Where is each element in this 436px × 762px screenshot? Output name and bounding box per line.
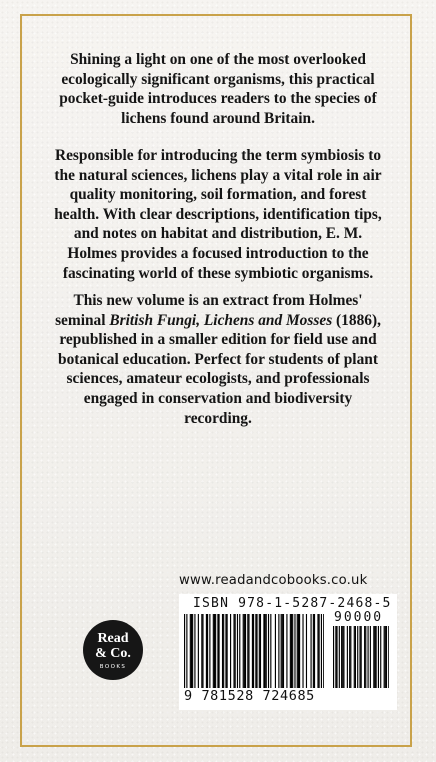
blurb-paragraph-1: Shining a light on one of the most overlooked ecologically significant organisms, this practical pocket-guide introduces readers to the species of lichens found around Britain. <box>59 51 377 127</box>
blurb-paragraph-3-rest: (1886), republished in a smaller edition for field use and botanical education. Perfect for students of plant sciences, amateur ecologists, and professionals engaged in conservation and biodiversity recording. <box>58 311 381 427</box>
barcode-bar <box>341 626 342 688</box>
price-addon-digits: 90000 <box>334 610 384 625</box>
barcode-bar <box>263 614 264 688</box>
barcode-bar <box>252 614 253 688</box>
barcode-bar <box>376 626 377 688</box>
barcode-bar <box>365 626 366 688</box>
barcode-bar <box>283 614 284 688</box>
barcode-bar <box>244 614 245 688</box>
barcode-bar <box>291 614 292 688</box>
barcode-bar <box>388 626 389 688</box>
barcode-bar <box>311 614 312 688</box>
barcode-bar <box>292 614 293 688</box>
barcode-bar <box>306 614 307 688</box>
barcode-bar <box>192 614 193 688</box>
barcode-bar <box>282 614 283 688</box>
barcode-bar <box>233 614 234 688</box>
barcode-bar <box>321 614 322 688</box>
barcode-digits: 9 781528 724685 <box>184 688 315 704</box>
barcode-bar <box>335 626 336 688</box>
book-title-italic: British Fungi, Lichens and Mosses <box>109 311 333 329</box>
barcode-bar <box>302 614 303 688</box>
barcode-bar <box>361 626 362 688</box>
barcode-bar <box>245 614 246 688</box>
barcode-bar <box>248 614 249 688</box>
barcode-bar <box>354 626 355 688</box>
logo-text-books: BOOKS <box>99 664 127 670</box>
logo-text-read: Read <box>97 631 129 646</box>
barcode-bar <box>206 614 207 688</box>
barcode-bar <box>355 626 356 688</box>
barcode-bar <box>256 614 257 688</box>
logo-text-co: & Co. <box>95 646 131 661</box>
barcode-bar <box>222 614 223 688</box>
barcode-bar <box>323 614 324 688</box>
barcode-bar <box>314 614 315 688</box>
barcode-bar <box>373 626 374 688</box>
barcode-bar <box>317 614 318 688</box>
barcode-bar <box>359 626 360 688</box>
barcode-bar <box>286 614 287 688</box>
barcode-bar <box>313 614 314 688</box>
barcode-bar <box>347 626 348 688</box>
barcode-bar <box>385 626 386 688</box>
barcode-bar <box>342 626 343 688</box>
barcode-bar <box>255 614 256 688</box>
barcode-bar <box>247 614 248 688</box>
barcode-bar <box>186 614 187 688</box>
barcode-bar <box>357 626 358 688</box>
barcode-bar <box>230 614 231 688</box>
barcode-bar <box>202 614 203 688</box>
barcode-bar <box>299 614 300 688</box>
barcode-bar <box>201 614 202 688</box>
barcode-bar <box>290 614 291 688</box>
barcode-bar <box>243 614 244 688</box>
barcode-bar <box>350 626 351 688</box>
barcode-bar <box>374 626 375 688</box>
barcode-bar <box>278 614 279 688</box>
barcode-bar <box>198 614 199 688</box>
barcode-bar <box>349 626 350 688</box>
barcode-bar <box>268 614 269 688</box>
read-and-co-logo <box>83 620 143 680</box>
barcode-bar <box>378 626 379 688</box>
barcode-bar <box>370 626 371 688</box>
barcode-bar <box>336 626 337 688</box>
barcode-bar <box>209 614 210 688</box>
barcode-bar <box>213 614 214 688</box>
barcode-bar <box>190 614 191 688</box>
barcode-bar <box>343 626 344 688</box>
barcode-bar <box>364 626 365 688</box>
barcode-bar <box>214 614 215 688</box>
barcode-bar <box>265 614 266 688</box>
barcode-bar <box>386 626 387 688</box>
barcode-bar <box>275 614 276 688</box>
publisher-website: www.readandcobooks.co.uk <box>179 573 368 588</box>
barcode-bar <box>384 626 385 688</box>
barcode-bar <box>260 614 261 688</box>
barcode-bar <box>235 614 236 688</box>
barcode-bar <box>223 614 224 688</box>
barcode-bar <box>339 626 340 688</box>
barcode-bar <box>281 614 282 688</box>
barcode-bar <box>319 614 320 688</box>
barcode-bar <box>368 626 369 688</box>
barcode-bar <box>294 614 295 688</box>
barcode-bar <box>297 614 298 688</box>
barcode-bar <box>184 614 185 688</box>
barcode-bar <box>227 614 228 688</box>
barcode-bar <box>207 614 208 688</box>
barcode-bar <box>217 614 218 688</box>
blurb-paragraph-2: Responsible for introducing the term symbiosis to the natural sciences, lichens play a vital role in air quality monitoring, soil formation, and forest health. With clear descriptions, identification tips, and notes on habitat and distribution, E. M. Holmes provides a focused introduction to the fascinating world of these symbiotic organisms. <box>54 147 382 282</box>
blurb-paragraph-3 <box>54 291 382 428</box>
barcode-bar <box>194 614 195 688</box>
barcode-bar <box>333 626 334 688</box>
barcode-bar <box>191 614 192 688</box>
blurb-paragraph-3-lead: This new volume is an extract from Holmes' seminal <box>55 292 363 329</box>
barcode-bar <box>266 614 267 688</box>
barcode-bar <box>380 626 381 688</box>
barcode-bar <box>215 614 216 688</box>
barcode-bar <box>237 614 238 688</box>
isbn-label: ISBN 978-1-5287-2468-5 <box>193 596 392 611</box>
barcode-bar <box>259 614 260 688</box>
barcode-bar <box>298 614 299 688</box>
isbn-barcode <box>184 614 324 694</box>
barcode-bar <box>270 614 271 688</box>
barcode-bar <box>239 614 240 688</box>
barcode-bar <box>225 614 226 688</box>
barcode-bar <box>219 614 220 688</box>
price-addon-barcode <box>333 626 389 694</box>
barcode-bar <box>253 614 254 688</box>
